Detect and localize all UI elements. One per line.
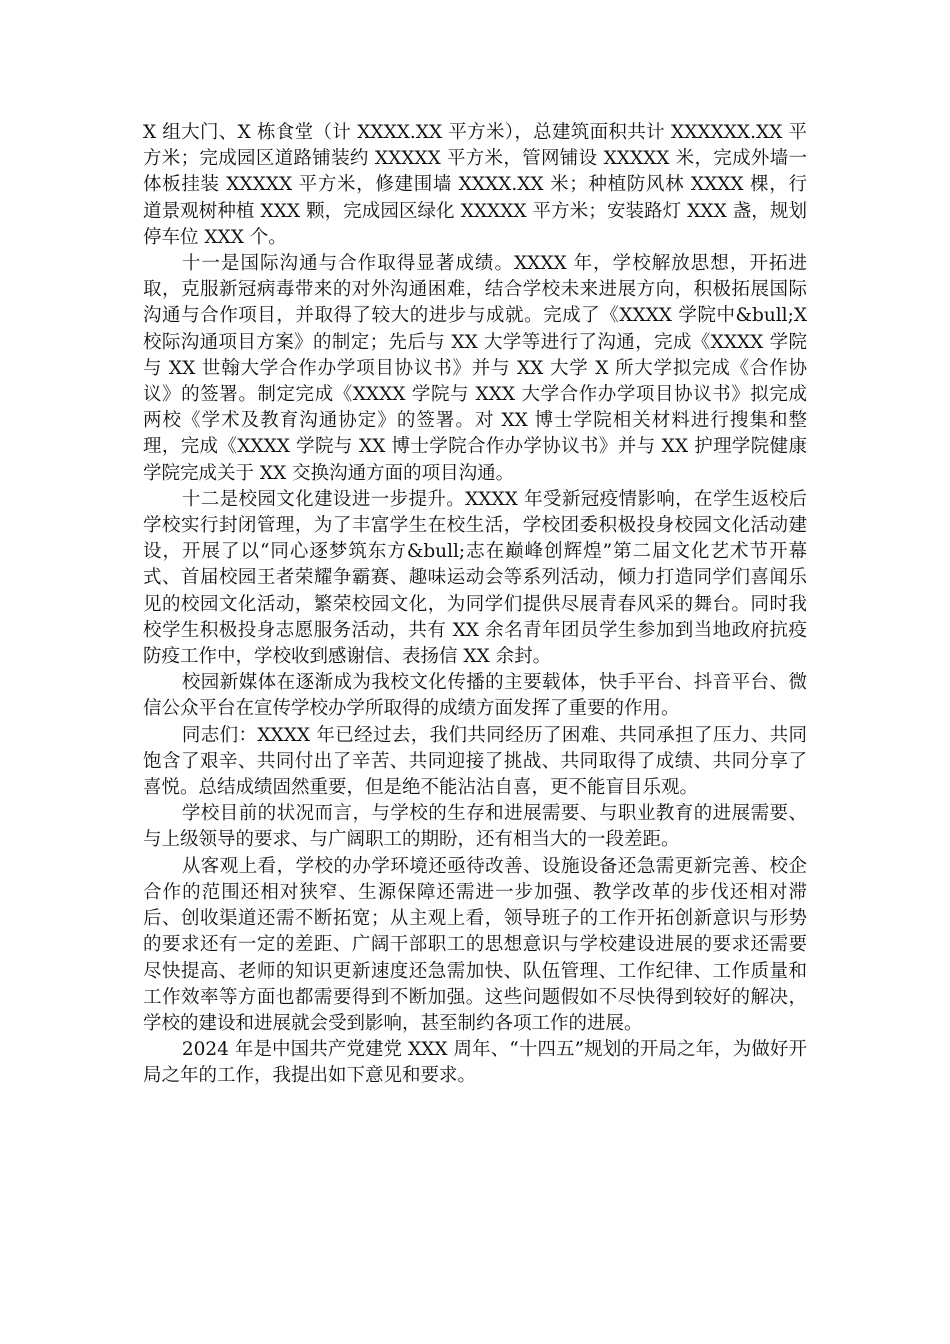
paragraph-current-status: 学校目前的状况而言，与学校的生存和进展需要、与职业教育的进展需要、与上级领导的要求、与广阔职工的期盼，还有相当大的一段差距。 (143, 803, 807, 851)
paragraph-new-media: 校园新媒体在逐渐成为我校文化传播的主要载体，快手平台、抖音平台、微信公众平台在宣传学校办学所取得的成绩方面发挥了重要的作用。 (143, 672, 807, 720)
paragraph-campus-culture: 十二是校园文化建设进一步提升。XXXX 年受新冠疫情影响，在学生返校后学校实行封闭管理，为了丰富学生在校生活，学校团委积极投身校园文化活动建设，开展了以“同心逐梦筑东方&bull;志在巅峰创辉煌”第二届文化艺术节开幕式、首届校园王者荣耀争霸赛、趣味运动会等系列活动，倾力打造同学们喜闻乐见的校园文化活动，繁荣校园文化，为同学们提供尽展青春风采的舞台。同时我校学生积极投身志愿服务活动，共有 XX 余名青年团员学生参加到当地政府抗疫防疫工作中，学校收到感谢信、表扬信 XX 余封。 (143, 488, 807, 668)
paragraph-problems: 从客观上看，学校的办学环境还亟待改善、设施设备还急需更新完善、校企合作的范围还相对狭窄、生源保障还需进一步加强、教学改革的步伐还相对滞后、创收渠道还需不断拓宽；从主观上看，领导班子的工作开拓创新意识与形势的要求还有一定的差距、广阔干部职工的思想意识与学校建设进展的要求还需要尽快提高、老师的知识更新速度还急需加快、队伍管理、工作纪律、工作质量和工作效率等方面也都需要得到不断加强。这些问题假如不尽快得到较好的解决，学校的建设和进展就会受到影响，甚至制约各项工作的进展。 (143, 855, 807, 1034)
paragraph-international-cooperation: 十一是国际沟通与合作取得显著成绩。XXXX 年，学校解放思想，开拓进取，克服新冠病毒带来的对外沟通困难，结合学校未来进展方向，积极拓展国际沟通与合作项目，并取得了较大的进步与成就。完成了《XXXX 学院中&bull;X 校际沟通项目方案》的制定；先后与 XX 大学等进行了沟通，完成《XXXX 学院与 XX 世翰大学合作办学项目协议书》并与 XX 大学 X 所大学拟完成《合作协议》的签署。制定完成《XXXX 学院与 XXX 大学合作办学项目协议书》拟完成两校《学术及教育沟通协定》的签署。对 XX 博士学院相关材料进行搜集和整理，完成《XXXX 学院与 XX 博士学院合作办学协议书》并与 XX 护理学院健康学院完成关于 XX 交换沟通方面的项目沟通。 (143, 253, 807, 484)
paragraph-comrades: 同志们：XXXX 年已经过去，我们共同经历了困难、共同承担了压力、共同饱含了艰辛、共同付出了辛苦、共同迎接了挑战、共同取得了成绩、共同分享了喜悦。总结成绩固然重要，但是绝不能沾沾自喜，更不能盲目乐观。 (143, 724, 807, 799)
paragraph-construction-summary: X 组大门、X 栋食堂（计 XXXX.XX 平方米），总建筑面积共计 XXXXXX.XX 平方米；完成园区道路铺装约 XXXXX 平方米，管网铺设 XXXXX 米，完成外墙一体板挂装 XXXXX 平方米，修建围墙 XXXX.XX 米；种植防风林 XXXX 棵，行道景观树种植 XXX 颗，完成园区绿化 XXXXX 平方米；安装路灯 XXX 盏，规划停车位 XXX 个。 (143, 122, 807, 248)
document-body (143, 120, 807, 1090)
paragraph-2024-requirements: 2024 年是中国共产党建党 XXX 周年、“十四五”规划的开局之年，为做好开局之年的工作，我提出如下意见和要求。 (143, 1039, 807, 1087)
